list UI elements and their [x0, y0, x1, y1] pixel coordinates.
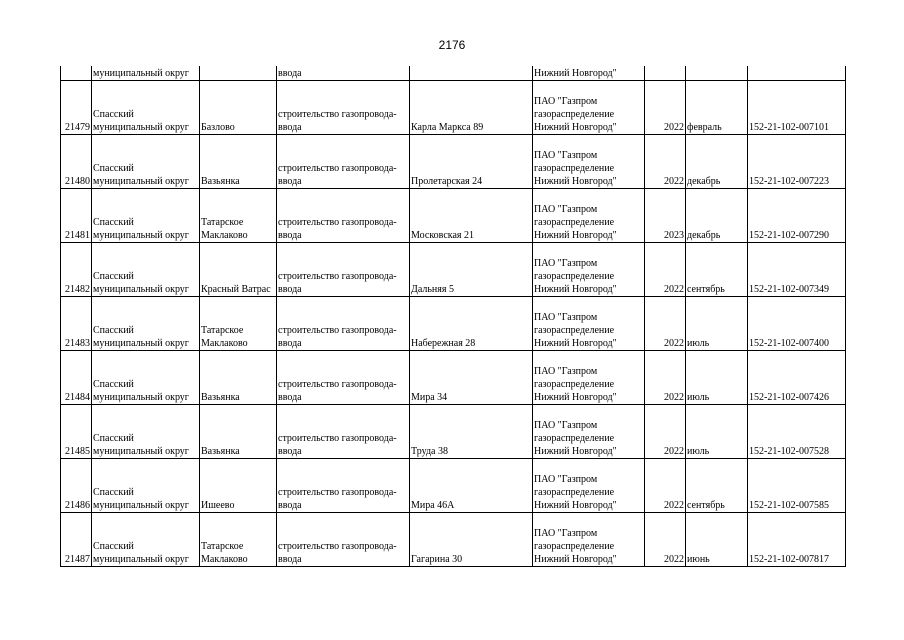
table-row — [61, 243, 846, 297]
cell-org: ПАО "Газпром газораспределение Нижний Новгород" — [533, 405, 645, 459]
table-row-continuation — [61, 66, 846, 81]
registry-body — [61, 66, 846, 567]
cell-code: 152-21-102-007223 — [748, 135, 846, 189]
cell-month: декабрь — [686, 189, 748, 243]
cell-month: июль — [686, 351, 748, 405]
cell-num: 21479 — [61, 81, 92, 135]
cell-code: 152-21-102-007101 — [748, 81, 846, 135]
cell-year: 2023 — [645, 189, 686, 243]
cell-address: Набережная 28 — [410, 297, 533, 351]
cell-code: 152-21-102-007528 — [748, 405, 846, 459]
table-row — [61, 405, 846, 459]
cell-org: Нижний Новгород" — [533, 66, 645, 81]
cell-month: сентябрь — [686, 459, 748, 513]
cell-num: 21486 — [61, 459, 92, 513]
cell-year: 2022 — [645, 135, 686, 189]
cell-district: Спасский муниципальный округ — [92, 81, 200, 135]
table-row — [61, 189, 846, 243]
cell-num: 21482 — [61, 243, 92, 297]
cell-district: муниципальный округ — [92, 66, 200, 81]
cell-num: 21484 — [61, 351, 92, 405]
cell-address: Гагарина 30 — [410, 513, 533, 567]
cell-month: декабрь — [686, 135, 748, 189]
cell-address — [410, 66, 533, 81]
table-row — [61, 351, 846, 405]
cell-address: Мира 46А — [410, 459, 533, 513]
cell-district: Спасский муниципальный округ — [92, 351, 200, 405]
cell-district: Спасский муниципальный округ — [92, 405, 200, 459]
cell-org: ПАО "Газпром газораспределение Нижний Новгород" — [533, 513, 645, 567]
cell-settlement: Вазьянка — [200, 135, 277, 189]
cell-num: 21487 — [61, 513, 92, 567]
cell-district: Спасский муниципальный округ — [92, 297, 200, 351]
page-number: 2176 — [438, 38, 466, 52]
cell-district: Спасский муниципальный округ — [92, 243, 200, 297]
registry-table — [60, 66, 846, 567]
cell-work: строительство газопровода- ввода — [277, 405, 410, 459]
cell-code: 152-21-102-007585 — [748, 459, 846, 513]
cell-org: ПАО "Газпром газораспределение Нижний Новгород" — [533, 297, 645, 351]
cell-num: 21483 — [61, 297, 92, 351]
cell-org: ПАО "Газпром газораспределение Нижний Новгород" — [533, 189, 645, 243]
cell-year: 2022 — [645, 459, 686, 513]
cell-settlement: Базлово — [200, 81, 277, 135]
cell-month: июль — [686, 405, 748, 459]
cell-code: 152-21-102-007349 — [748, 243, 846, 297]
cell-code: 152-21-102-007290 — [748, 189, 846, 243]
cell-month: июль — [686, 297, 748, 351]
cell-address: Карла Маркса 89 — [410, 81, 533, 135]
cell-org: ПАО "Газпром газораспределение Нижний Новгород" — [533, 81, 645, 135]
cell-district: Спасский муниципальный округ — [92, 513, 200, 567]
cell-year: 2022 — [645, 351, 686, 405]
cell-code — [748, 66, 846, 81]
cell-settlement: Вазьянка — [200, 405, 277, 459]
cell-address: Дальняя 5 — [410, 243, 533, 297]
cell-settlement: Вазьянка — [200, 351, 277, 405]
cell-district: Спасский муниципальный округ — [92, 135, 200, 189]
cell-code: 152-21-102-007817 — [748, 513, 846, 567]
cell-year: 2022 — [645, 405, 686, 459]
cell-district: Спасский муниципальный округ — [92, 189, 200, 243]
table-row — [61, 459, 846, 513]
cell-num: 21481 — [61, 189, 92, 243]
cell-year — [645, 66, 686, 81]
cell-work: строительство газопровода- ввода — [277, 297, 410, 351]
cell-settlement: Красный Ватрас — [200, 243, 277, 297]
table-row — [61, 135, 846, 189]
cell-address: Московская 21 — [410, 189, 533, 243]
cell-year: 2022 — [645, 297, 686, 351]
cell-month — [686, 66, 748, 81]
cell-code: 152-21-102-007426 — [748, 351, 846, 405]
table-row — [61, 81, 846, 135]
cell-month: февраль — [686, 81, 748, 135]
cell-num: 21485 — [61, 405, 92, 459]
cell-district: Спасский муниципальный округ — [92, 459, 200, 513]
cell-num: 21480 — [61, 135, 92, 189]
cell-work: ввода — [277, 66, 410, 81]
cell-settlement: Татарское Маклаково — [200, 297, 277, 351]
cell-num — [61, 66, 92, 81]
cell-month: сентябрь — [686, 243, 748, 297]
cell-work: строительство газопровода- ввода — [277, 243, 410, 297]
cell-work: строительство газопровода- ввода — [277, 459, 410, 513]
table-row — [61, 297, 846, 351]
table-row — [61, 513, 846, 567]
cell-settlement: Ишеево — [200, 459, 277, 513]
cell-work: строительство газопровода- ввода — [277, 513, 410, 567]
cell-address: Мира 34 — [410, 351, 533, 405]
cell-org: ПАО "Газпром газораспределение Нижний Новгород" — [533, 135, 645, 189]
cell-year: 2022 — [645, 81, 686, 135]
cell-year: 2022 — [645, 513, 686, 567]
cell-org: ПАО "Газпром газораспределение Нижний Новгород" — [533, 459, 645, 513]
cell-address: Пролетарская 24 — [410, 135, 533, 189]
cell-work: строительство газопровода- ввода — [277, 189, 410, 243]
cell-settlement — [200, 66, 277, 81]
cell-work: строительство газопровода- ввода — [277, 81, 410, 135]
cell-month: июнь — [686, 513, 748, 567]
cell-year: 2022 — [645, 243, 686, 297]
cell-work: строительство газопровода- ввода — [277, 351, 410, 405]
cell-work: строительство газопровода- ввода — [277, 135, 410, 189]
cell-org: ПАО "Газпром газораспределение Нижний Новгород" — [533, 351, 645, 405]
cell-settlement: Татарское Маклаково — [200, 513, 277, 567]
cell-org: ПАО "Газпром газораспределение Нижний Новгород" — [533, 243, 645, 297]
cell-code: 152-21-102-007400 — [748, 297, 846, 351]
cell-address: Труда 38 — [410, 405, 533, 459]
cell-settlement: Татарское Маклаково — [200, 189, 277, 243]
